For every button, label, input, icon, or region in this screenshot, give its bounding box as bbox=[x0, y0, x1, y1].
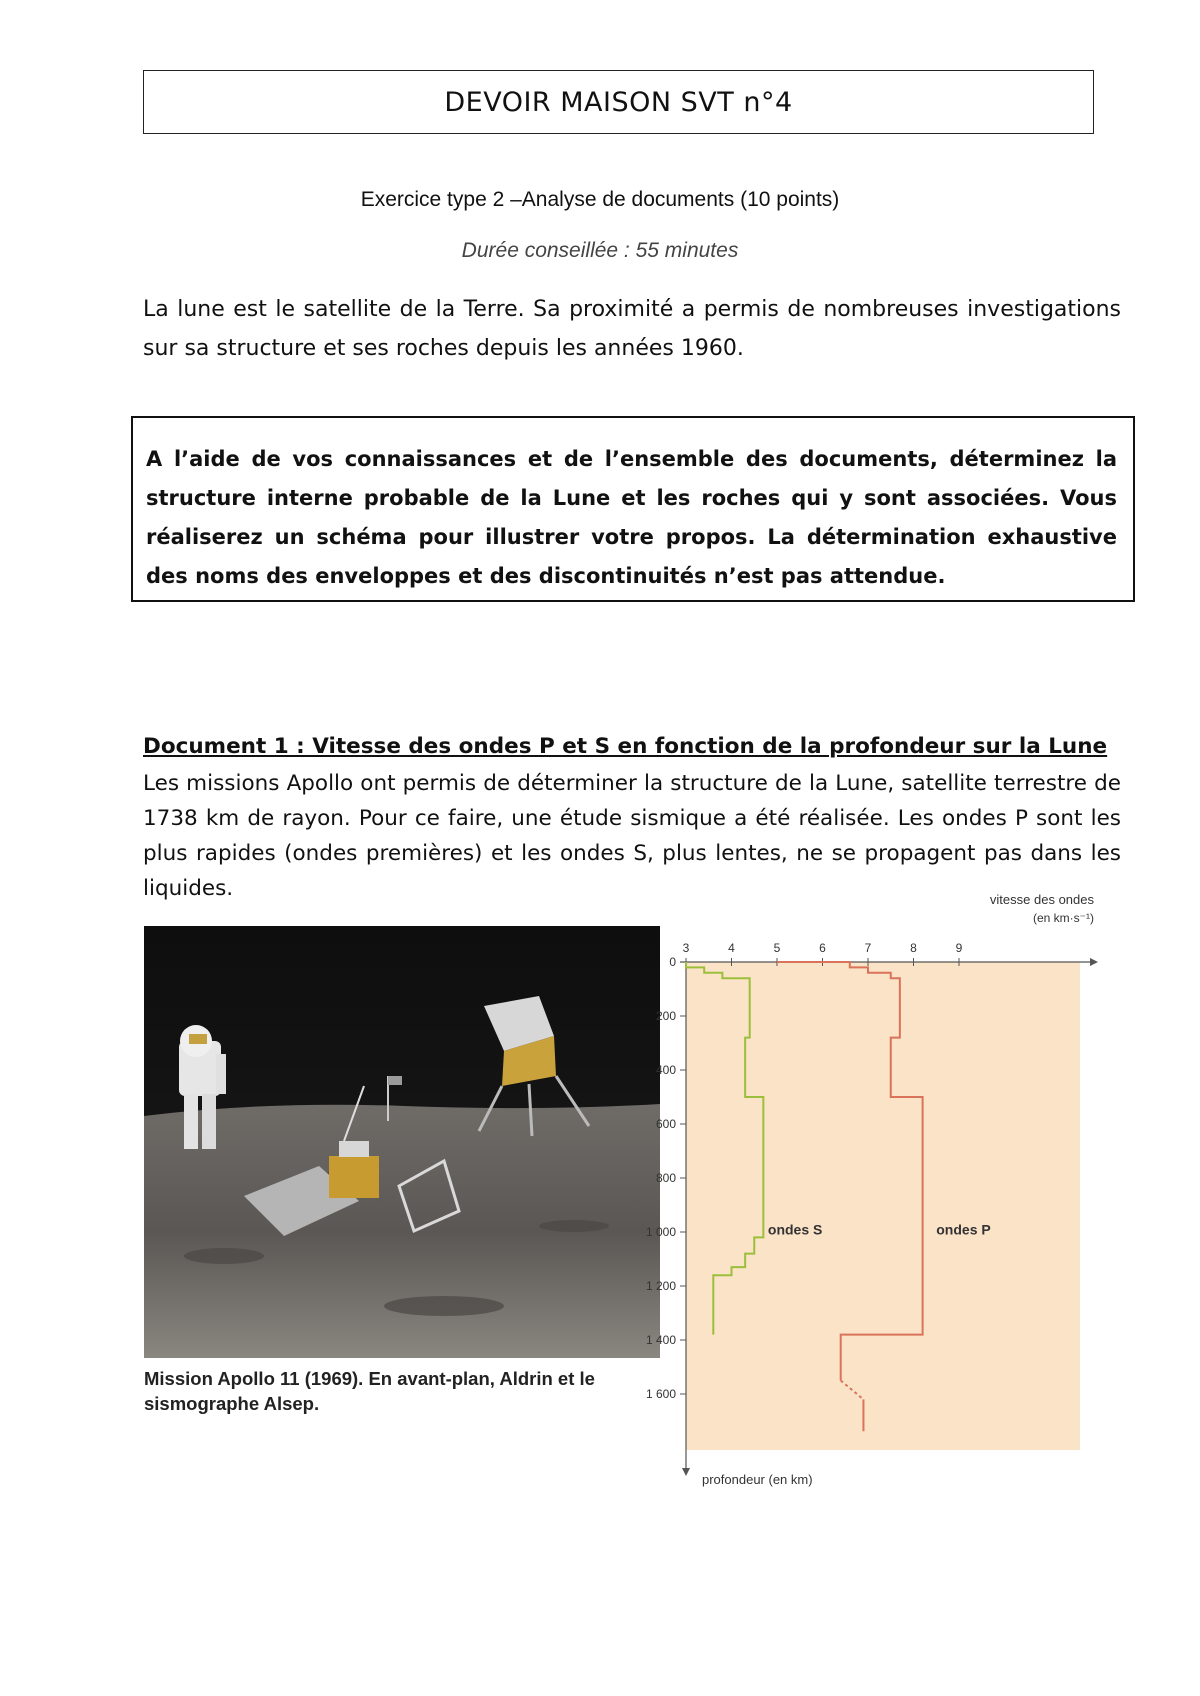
document-title: DEVOIR MAISON SVT n°4 bbox=[444, 86, 793, 118]
exercise-duration: Durée conseillée : 55 minutes bbox=[461, 239, 739, 262]
x-tick-label: 6 bbox=[819, 941, 826, 955]
y-axis-label: profondeur (en km) bbox=[702, 1472, 813, 1487]
y-tick-label: 1 200 bbox=[645, 1279, 676, 1293]
photo-caption: Mission Apollo 11 (1969). En avant-plan, Aldrin et le sismographe Alsep. bbox=[144, 1368, 595, 1414]
task-instructions: A l’aide de vos connaissances et de l’ensemble des documents, déterminez la structure interne probable de la Lune et les roches qui y sont associées. Vous réaliserez un schéma pour illustrer votre propos. La détermination exhaustive des noms des enveloppes et des discontinuités n’est pas attendue. bbox=[146, 447, 1117, 588]
y-tick-label: 400 bbox=[655, 1063, 676, 1077]
x-axis-unit: (en km·s⁻¹) bbox=[1033, 911, 1094, 925]
series-label-p: ondes P bbox=[936, 1221, 991, 1238]
y-tick-label: 1 600 bbox=[645, 1387, 676, 1401]
x-tick-label: 7 bbox=[864, 941, 872, 955]
x-tick-label: 5 bbox=[773, 941, 781, 955]
wave-speed-chart-svg bbox=[645, 890, 1110, 1500]
x-axis-arrow bbox=[1090, 958, 1098, 966]
y-tick-label: 200 bbox=[655, 1009, 676, 1023]
apollo-photo bbox=[144, 926, 660, 1358]
chart-plot-area bbox=[686, 962, 1080, 1450]
document1-title: Document 1 : Vitesse des ondes P et S en fonction de la profondeur sur la Lune bbox=[143, 734, 1108, 759]
x-tick-label: 9 bbox=[955, 941, 963, 955]
x-axis-label: vitesse des ondes bbox=[989, 892, 1094, 907]
task-box bbox=[131, 416, 1135, 602]
document1-text: Les missions Apollo ont permis de déterminer la structure de la Lune, satellite terrestre de 1738 km de rayon. Pour ce faire, une étude sismique a été réalisée. Les ondes P sont les plus rapides (ondes premières) et les ondes S, plus lentes, ne se propagent pas dans les liquides. bbox=[143, 771, 1121, 901]
document-title-box bbox=[143, 70, 1094, 134]
x-tick-label: 4 bbox=[728, 941, 735, 955]
wave-speed-chart bbox=[645, 890, 1110, 1500]
x-tick-label: 3 bbox=[682, 941, 690, 955]
x-tick-label: 8 bbox=[910, 941, 917, 955]
apollo-photo-illustration bbox=[144, 926, 660, 1358]
y-axis-arrow bbox=[682, 1468, 690, 1476]
exercise-title: Exercice type 2 –Analyse de documents (10 points) bbox=[360, 188, 840, 211]
y-tick-label: 600 bbox=[655, 1117, 676, 1131]
series-label-s: ondes S bbox=[767, 1221, 823, 1238]
y-tick-label: 0 bbox=[669, 955, 676, 969]
y-tick-label: 800 bbox=[655, 1171, 676, 1185]
y-tick-label: 1 000 bbox=[645, 1225, 676, 1239]
intro-paragraph: La lune est le satellite de la Terre. Sa proximité a permis de nombreuses investigations sur sa structure et ses roches depuis les années 1960. bbox=[143, 297, 1121, 361]
y-tick-label: 1 400 bbox=[645, 1333, 676, 1347]
